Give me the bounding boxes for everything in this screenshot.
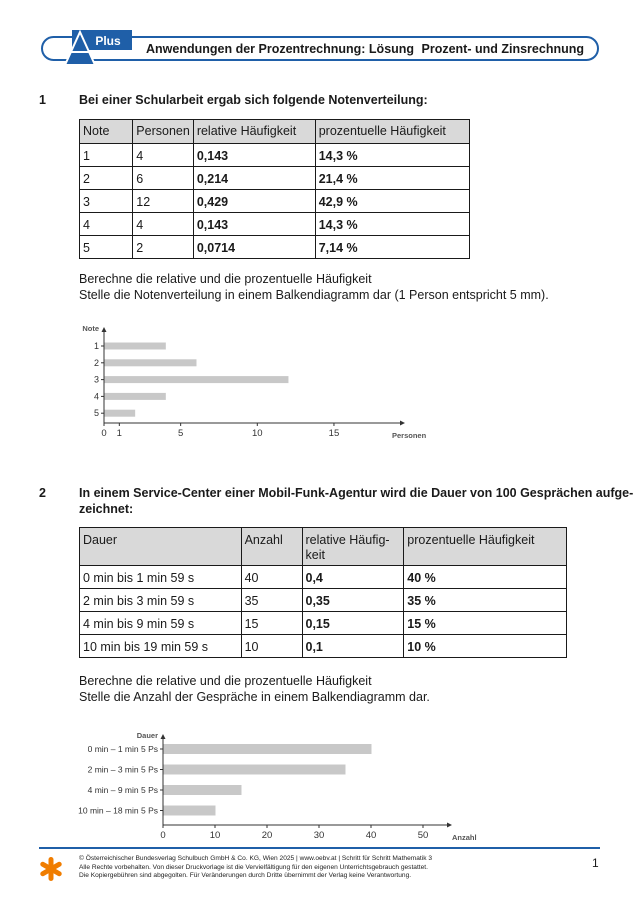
cell-prozent: 21,4 % [315, 167, 469, 190]
footer-copyright [79, 855, 559, 881]
cell-relative: 0,4 [302, 566, 404, 589]
y-tick-label: 2 [93, 357, 99, 368]
task-2-instruction: Stelle die Anzahl der Gespräche in einem Balkendiagramm dar. [79, 690, 430, 704]
cell-anzahl: 15 [241, 612, 302, 635]
cell-anzahl: 35 [241, 589, 302, 612]
cell-anzahl: 10 [241, 635, 302, 658]
x-tick-label: 15 [328, 428, 340, 439]
x-axis-arrow [447, 823, 452, 828]
page-number: 1 [592, 856, 599, 870]
cell-relative: 0,143 [193, 144, 315, 167]
footer-divider [39, 847, 600, 849]
page-title: Anwendungen der Prozentrechnung: Lösung [146, 42, 415, 56]
x-tick-label: 10 [209, 830, 221, 841]
task-2-instruction: Berechne die relative und die prozentuelle Häufigkeit [79, 674, 372, 688]
task-1-number: 1 [39, 93, 46, 107]
logo-text: Plus [95, 34, 121, 48]
cell-relative: 0,15 [302, 612, 404, 635]
cell-relative: 0,214 [193, 167, 315, 190]
cell-prozent: 10 % [404, 635, 567, 658]
y-axis-title: Dauer [136, 731, 158, 740]
x-tick-label: 0 [160, 830, 166, 841]
header-cell-line: keit [305, 548, 325, 562]
y-tick-label: 1 [93, 341, 99, 351]
page-topic: Prozent- und Zinsrechnung [421, 42, 584, 56]
cell-note: 3 [80, 190, 133, 213]
task-1-text: Bei einer Schularbeit ergab sich folgende Notenverteilung: [79, 93, 428, 107]
cell-relative: 0,429 [193, 190, 315, 213]
x-tick-label: 50 [417, 830, 429, 841]
x-tick-label: 10 [252, 428, 263, 439]
cell-personen: 2 [133, 236, 194, 259]
footer-line: Die Kopiergebühren sind abgegolten. Für Veränderungen durch Dritte übernimmt der Verlag keine Verantwortung. [79, 872, 412, 880]
header-cell: Dauer [80, 528, 242, 566]
y-tick-label: 0 min – 1 min 5 Ps [87, 744, 158, 754]
bar [164, 785, 242, 795]
cell-personen: 4 [133, 144, 194, 167]
cell-personen: 12 [133, 190, 194, 213]
bar [164, 744, 372, 754]
cell-personen: 4 [133, 213, 194, 236]
x-tick-label: 1 [116, 428, 122, 439]
x-axis-title: Personen [392, 431, 427, 440]
header-cell: relative Häufigkeit [193, 120, 315, 144]
y-tick-label: 3 [93, 374, 99, 385]
y-axis-title: Note [82, 324, 99, 333]
y-tick-label: 2 min – 3 min 5 Ps [87, 764, 158, 775]
cell-note: 4 [80, 213, 133, 236]
cell-note: 5 [80, 236, 133, 259]
footer-line: Alle Rechte vorbehalten. Von dieser Druckvorlage ist die Vervielfältigung für den eigenen Unterrichtsgebrauch gestattet. [79, 863, 428, 871]
header-cell: Note [80, 120, 133, 144]
cell-dauer: 4 min bis 9 min 59 s [80, 612, 242, 635]
y-axis-arrow [161, 734, 166, 739]
y-tick-label: 10 min – 18 min 5 Ps [78, 805, 158, 816]
cell-relative: 0,35 [302, 589, 404, 612]
bar [164, 765, 346, 775]
task-2-text-line: In einem Service-Center einer Mobil-Funk-Agentur wird die Dauer von 100 Gesprächen aufge- [79, 486, 634, 500]
x-tick-label: 30 [313, 830, 325, 841]
x-tick-label: 0 [101, 428, 107, 439]
cell-personen: 6 [133, 167, 194, 190]
task-2-text-line: zeichnet: [79, 502, 134, 516]
task-1-instruction: Stelle die Notenverteilung in einem Balkendiagramm dar (1 Person entspricht 5 mm). [79, 288, 549, 302]
footer-line: © Österreichischer Bundesverlag Schulbuch GmbH & Co. KG, Wien 2025 | www.oebv.at | Schritt für Schritt Mathematik 3 [79, 855, 433, 862]
cell-note: 1 [80, 144, 133, 167]
cell-prozent: 35 % [404, 589, 567, 612]
x-tick-label: 5 [178, 428, 184, 439]
cell-prozent: 40 % [404, 566, 567, 589]
header-cell: Personen [133, 120, 194, 144]
y-tick-label: 5 [93, 408, 99, 419]
publisher-star-icon [37, 855, 65, 883]
x-tick-label: 40 [365, 830, 377, 841]
cell-dauer: 0 min bis 1 min 59 s [80, 566, 242, 589]
cell-prozent: 42,9 % [315, 190, 469, 213]
header-cell: prozentuelle Häufigkeit [404, 528, 567, 566]
bar [164, 806, 216, 816]
cell-anzahl: 40 [241, 566, 302, 589]
cell-prozent: 14,3 % [315, 213, 469, 236]
cell-prozent: 14,3 % [315, 144, 469, 167]
task-1-instruction: Berechne die relative und die prozentuelle Häufigkeit [79, 272, 372, 286]
cell-relative: 0,1 [302, 635, 404, 658]
y-tick-label: 4 min – 9 min 5 Ps [87, 785, 158, 795]
x-tick-label: 20 [261, 830, 273, 841]
cell-dauer: 2 min bis 3 min 59 s [80, 589, 242, 612]
cell-prozent: 15 % [404, 612, 567, 635]
task-2-number: 2 [39, 486, 46, 500]
header-cell: prozentuelle Häufigkeit [315, 120, 469, 144]
x-axis-title: Anzahl [452, 833, 477, 842]
cell-relative: 0,143 [193, 213, 315, 236]
header-cell-line: relative Häufig- [305, 533, 390, 547]
header-cell: Anzahl [241, 528, 302, 566]
cell-relative: 0,0714 [193, 236, 315, 259]
cell-dauer: 10 min bis 19 min 59 s [80, 635, 242, 658]
cell-prozent: 7,14 % [315, 236, 469, 259]
cell-note: 2 [80, 167, 133, 190]
y-tick-label: 4 [93, 391, 99, 402]
